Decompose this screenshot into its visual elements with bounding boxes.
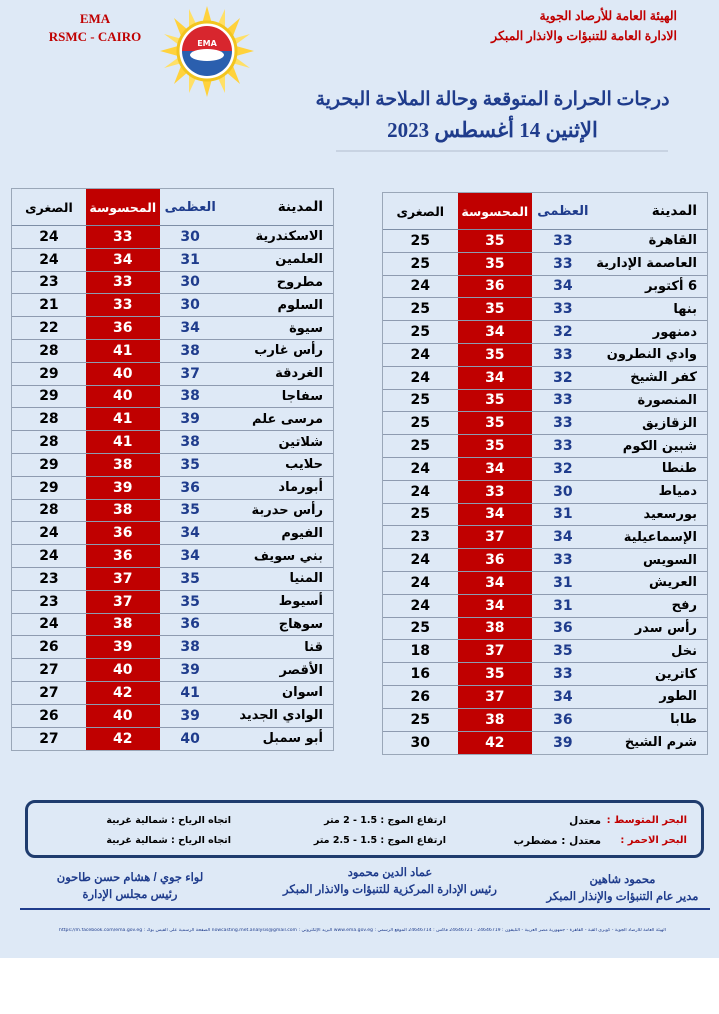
max-cell: 32 [553,324,573,341]
wave-height: ارتفاع الموج : 1.5 - 2 متر [324,815,446,826]
max-cell: 33 [553,552,573,569]
page-date: الإثنين 14 أغسطس 2023 [387,118,598,142]
table-row [12,386,333,409]
max-cell: 35 [180,570,200,587]
wave-height: ارتفاع الموج : 1.5 - 2.5 متر [313,835,446,846]
feels-cell: 34 [458,367,533,389]
signer-name: محمود شاهين [589,874,656,886]
feels-cell: 33 [86,272,160,294]
table-row [383,276,707,299]
city-cell: السلوم [277,297,323,313]
min-cell: 26 [410,688,431,705]
city-cell: الزقازيق [642,415,697,431]
logo-text: EMA [197,39,217,48]
city-cell: الأقصر [279,662,323,678]
feels-cell: 35 [458,230,533,252]
min-cell: 27 [39,730,59,747]
page-title: درجات الحرارة المتوقعة وحالة الملاحة البحرية [315,89,670,110]
feels-cell: 41 [86,340,160,362]
table-row [12,568,333,591]
table-row [12,317,333,340]
feels-cell: 36 [86,317,160,339]
city-cell: رأس حدربة [251,502,323,518]
feels-cell: 40 [86,659,160,681]
table-row [12,682,333,705]
table-row [12,477,333,500]
min-cell: 25 [410,324,431,341]
feels-cell: 38 [86,500,160,522]
feels-cell: 39 [86,636,160,658]
min-cell: 29 [39,388,59,405]
city-cell: العاصمة الإدارية [596,256,697,272]
max-cell: 41 [180,684,200,701]
table-row [12,659,333,682]
table-row [12,408,333,431]
table-row [383,458,707,481]
feels-cell: 34 [458,458,533,480]
min-cell: 24 [39,228,59,245]
city-cell: الطور [659,689,697,705]
feels-cell: 37 [458,526,533,548]
table-row [12,226,333,249]
feels-cell: 40 [86,705,160,727]
table-row [12,500,333,523]
feels-cell: 40 [86,363,160,385]
max-cell: 36 [180,479,200,496]
max-cell: 33 [553,392,573,409]
header-min: الصغرى [396,203,445,219]
feels-cell: 35 [458,412,533,434]
table-row [383,230,707,253]
min-cell: 24 [410,597,431,614]
min-cell: 24 [410,552,431,569]
max-cell: 31 [553,506,573,523]
table-row [383,526,707,549]
max-cell: 37 [180,365,200,382]
min-cell: 22 [39,320,59,337]
city-cell: بورسعيد [643,506,697,522]
min-cell: 24 [39,616,59,633]
feels-cell: 38 [86,614,160,636]
min-cell: 29 [39,365,59,382]
min-cell: 23 [39,274,59,291]
header-max: العظمى [164,199,216,215]
max-cell: 32 [553,460,573,477]
city-cell: أبورماد [278,480,323,496]
feels-cell: 33 [86,294,160,316]
max-cell: 33 [553,415,573,432]
header-feels: المحسوسة [86,189,160,225]
city-cell: القاهرة [648,233,697,249]
feels-cell: 37 [86,568,160,590]
max-cell: 36 [553,620,573,637]
city-cell: رأس غارب [254,343,323,359]
sea-state: معتدل [569,815,601,827]
min-cell: 25 [410,255,431,272]
table-row [383,686,707,709]
max-cell: 34 [180,548,200,565]
min-cell: 29 [39,456,59,473]
table-header [383,193,707,230]
max-cell: 33 [553,666,573,683]
feels-cell: 34 [458,572,533,594]
city-cell: الاسكندرية [255,229,323,245]
min-cell: 25 [410,711,431,728]
table-row [383,549,707,572]
table-row [383,709,707,732]
min-cell: 25 [410,232,431,249]
max-cell: 32 [553,369,573,386]
city-cell: دمنهور [652,324,697,340]
min-cell: 26 [39,707,59,724]
max-cell: 33 [553,438,573,455]
table-row [383,732,707,755]
table-row [12,363,333,386]
min-cell: 28 [39,411,59,428]
max-cell: 39 [180,707,200,724]
feels-cell: 34 [86,249,160,271]
max-cell: 40 [180,730,200,747]
feels-cell: 36 [458,276,533,298]
feels-cell: 36 [86,522,160,544]
city-cell: شبين الكوم [622,438,697,454]
city-cell: طابا [670,712,697,728]
city-cell: مطروح [276,274,323,290]
city-cell: كفر الشيخ [630,370,697,386]
feels-cell: 34 [458,595,533,617]
table-row [383,412,707,435]
max-cell: 31 [180,251,200,268]
city-cell: نخل [671,643,697,659]
red-sea-row [28,835,701,853]
min-cell: 16 [410,666,431,683]
max-cell: 30 [180,297,200,314]
min-cell: 24 [410,278,431,295]
feels-cell: 37 [86,591,160,613]
min-cell: 23 [39,593,59,610]
header-min: الصغرى [25,199,73,215]
ema-label [40,10,150,46]
table-row [12,454,333,477]
table-row [12,705,333,728]
feels-cell: 38 [458,618,533,640]
min-cell: 25 [410,301,431,318]
city-cell: 6 أكتوبر [644,278,697,294]
min-cell: 24 [410,346,431,363]
signer-title: مدير عام التنبؤات والإنذار المبكر [546,891,699,903]
table-row [12,591,333,614]
min-cell: 28 [39,434,59,451]
signer-title: رئيس مجلس الإدارة [82,889,178,901]
city-cell: مرسى علم [252,411,323,427]
min-cell: 29 [39,479,59,496]
feels-cell: 37 [458,640,533,662]
table-row [383,321,707,344]
table-row [383,344,707,367]
city-cell: كاترين [655,666,697,682]
table-row [383,618,707,641]
signature-chairman [45,870,215,904]
feels-cell: 35 [458,663,533,685]
min-cell: 24 [39,251,59,268]
max-cell: 36 [553,711,573,728]
min-cell: 24 [410,483,431,500]
feels-cell: 35 [458,298,533,320]
city-cell: شلاتين [278,434,323,450]
min-cell: 25 [410,620,431,637]
feels-cell: 38 [86,454,160,476]
feels-cell: 38 [458,709,533,731]
signer-name: عماد الدين محمود [347,867,433,879]
max-cell: 39 [180,662,200,679]
signature-forecast-director [530,872,715,906]
table-row [383,390,707,413]
min-cell: 24 [410,369,431,386]
table-row [12,272,333,295]
table-row [12,431,333,454]
signature-central-admin [265,865,515,899]
sea-name: البحر المتوسط : [606,815,687,826]
feels-cell: 35 [458,435,533,457]
max-cell: 39 [553,734,573,751]
min-cell: 24 [410,574,431,591]
min-cell: 24 [410,460,431,477]
table-row [383,640,707,663]
table-row [383,504,707,527]
min-cell: 21 [39,297,59,314]
max-cell: 34 [553,688,573,705]
min-cell: 23 [410,529,431,546]
max-cell: 30 [553,483,573,500]
city-cell: العريش [648,575,697,591]
max-cell: 35 [553,643,573,660]
city-cell: دمياط [658,484,697,500]
mediterranean-row [28,815,701,833]
city-cell: أسيوط [278,594,323,610]
city-cell: رفح [671,598,697,614]
feels-cell: 34 [458,504,533,526]
max-cell: 38 [180,388,200,405]
table-row [383,253,707,276]
feels-cell: 37 [458,686,533,708]
max-cell: 33 [553,301,573,318]
table-row [12,249,333,272]
city-cell: الوادي الجديد [239,708,323,724]
table-row [383,298,707,321]
table-row [383,481,707,504]
max-cell: 35 [180,456,200,473]
min-cell: 27 [39,662,59,679]
max-cell: 30 [180,274,200,291]
feels-cell: 36 [86,545,160,567]
signer-title: رئيس الإدارة المركزية للتنبؤات والانذار المبكر [283,884,497,896]
city-cell: الغردقة [275,366,323,382]
header-city: المدينة [651,203,697,219]
table-row [383,367,707,390]
rsmc-name: RSMC - CAIRO [48,29,142,44]
signer-name: لواء جوي / هشام حسن طاحون [56,872,204,884]
city-cell: الفيوم [281,525,323,541]
header-city: المدينة [277,199,323,215]
city-cell: بني سويف [253,548,323,564]
table-row [12,294,333,317]
organization-heading [491,6,677,46]
max-cell: 33 [553,346,573,363]
table-row [383,435,707,458]
max-cell: 36 [180,616,200,633]
ema-logo-icon [152,4,262,99]
feels-cell: 33 [86,226,160,248]
max-cell: 34 [553,529,573,546]
marine-conditions-box [25,800,704,858]
org-line-1: الهيئة العامة للأرصاد الجوية [539,9,677,23]
table-row [12,545,333,568]
feels-cell: 40 [86,386,160,408]
ema-name: EMA [79,11,111,26]
footer-divider [20,908,710,910]
table-row [383,663,707,686]
city-cell: المنصورة [637,392,697,408]
feels-cell: 42 [86,728,160,751]
table-row [12,728,333,751]
max-cell: 33 [553,255,573,272]
city-cell: سوهاج [278,616,323,632]
min-cell: 18 [410,643,431,660]
city-cell: بنها [673,301,697,317]
city-cell: سفاجا [281,388,323,404]
wind-direction: اتجاه الرياح : شمالية غربية [106,815,231,826]
wind-direction: اتجاه الرياح : شمالية غربية [106,835,231,846]
min-cell: 28 [39,342,59,359]
header-max: العظمى [537,203,589,219]
feels-cell: 33 [458,481,533,503]
feels-cell: 34 [458,321,533,343]
table-row [12,522,333,545]
min-cell: 25 [410,415,431,432]
min-cell: 25 [410,506,431,523]
min-cell: 30 [410,734,431,751]
city-cell: حلايب [285,457,323,473]
city-cell: قنا [304,639,323,655]
feels-cell: 41 [86,408,160,430]
min-cell: 23 [39,570,59,587]
min-cell: 24 [39,525,59,542]
city-cell: المنيا [289,571,323,587]
max-cell: 31 [553,574,573,591]
city-cell: اسوان [282,685,323,701]
table-row [12,636,333,659]
city-cell: وادي النطرون [606,347,697,363]
city-cell: شرم الشيخ [624,735,697,751]
min-cell: 28 [39,502,59,519]
city-cell: سيوة [289,320,323,336]
feels-cell: 42 [458,732,533,755]
feels-cell: 39 [86,477,160,499]
sea-name: البحر الاحمر : [620,835,687,846]
temperature-table-right [382,192,708,755]
min-cell: 24 [39,548,59,565]
min-cell: 27 [39,684,59,701]
max-cell: 34 [180,320,200,337]
temperature-table-left [11,188,334,751]
max-cell: 38 [180,342,200,359]
city-cell: العلمين [275,252,323,268]
max-cell: 35 [180,502,200,519]
max-cell: 38 [180,434,200,451]
max-cell: 39 [180,411,200,428]
city-cell: الإسماعيلية [623,529,697,545]
city-cell: أبو سمبل [262,731,323,747]
feels-cell: 35 [458,253,533,275]
title-divider [336,150,668,152]
max-cell: 34 [180,525,200,542]
max-cell: 38 [180,639,200,656]
max-cell: 30 [180,228,200,245]
max-cell: 33 [553,232,573,249]
max-cell: 31 [553,597,573,614]
feels-cell: 35 [458,390,533,412]
city-cell: السويس [643,552,697,568]
min-cell: 25 [410,438,431,455]
table-header [12,189,333,226]
max-cell: 35 [180,593,200,610]
feels-cell: 36 [458,549,533,571]
max-cell: 34 [553,278,573,295]
table-row [383,595,707,618]
min-cell: 25 [410,392,431,409]
table-row [383,572,707,595]
header-feels: المحسوسة [458,193,533,229]
city-cell: طنطا [661,461,697,477]
city-cell: رأس سدر [634,620,697,636]
feels-cell: 42 [86,682,160,704]
sea-state: معتدل : مضطرب [513,835,601,847]
footer-contact: الهيئة العامة للأرصاد الجوية - كوبري القبة - القاهرة - جمهورية مصر العربية - التليفون : 24646719 - 24646721 فاكس : 24646714 الموقع الرسمي : www.ema.gov.eg البريد الإلكتروني : nowcasting.met.analysis@gmail.com الصفحة الرسمية على الفيس بوك : https://m.facebook.com/ema.gov.eg [59,928,666,933]
feels-cell: 41 [86,431,160,453]
table-row [12,340,333,363]
feels-cell: 35 [458,344,533,366]
min-cell: 26 [39,639,59,656]
org-line-2: الادارة العامة للتنبؤات والانذار المبكر [491,29,677,43]
table-row [12,614,333,637]
